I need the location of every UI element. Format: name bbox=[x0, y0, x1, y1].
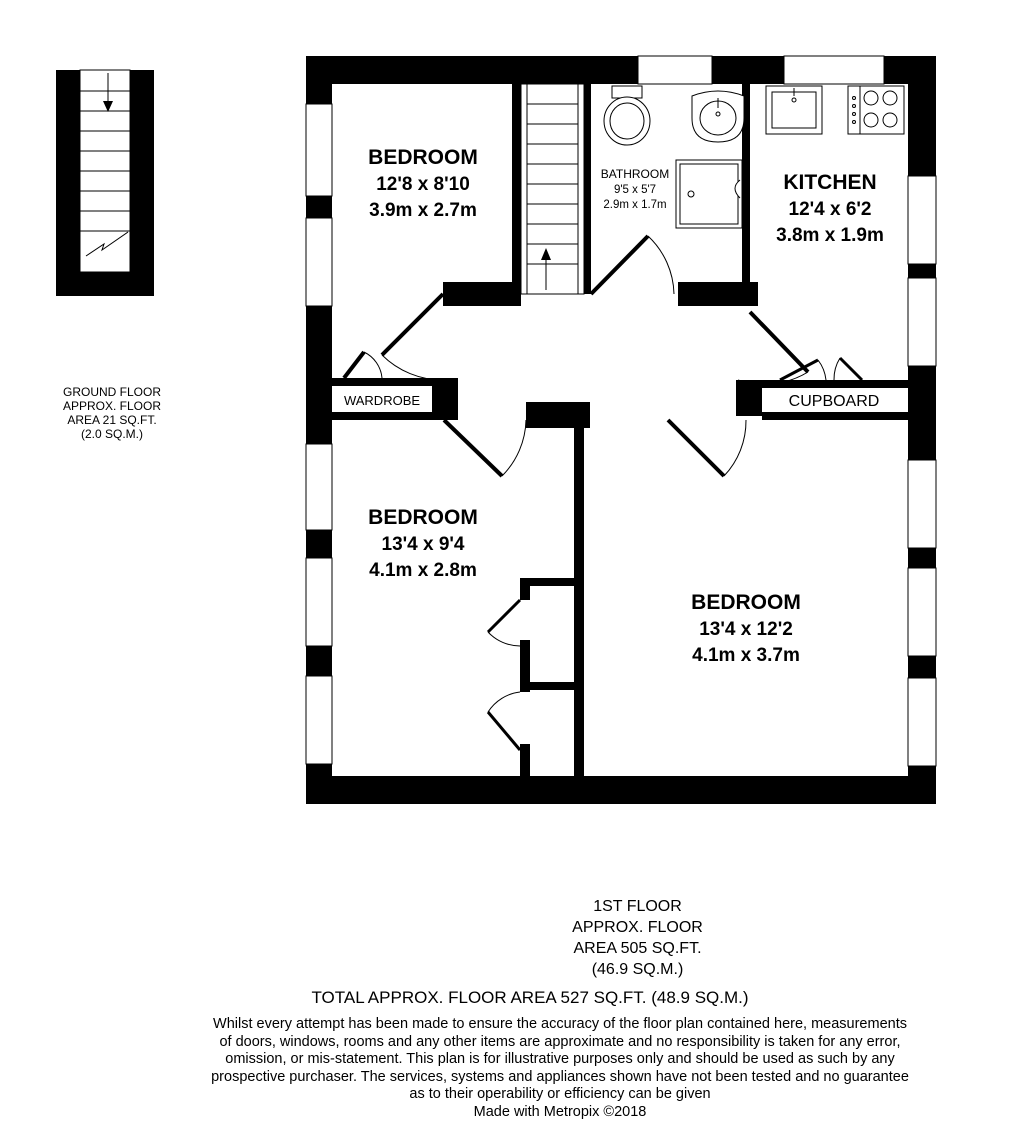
first-floor-line: APPROX. FLOOR bbox=[572, 919, 703, 936]
bedroom-top-left-imperial: 12'8 x 8'10 bbox=[376, 174, 470, 195]
first-floor-stair bbox=[521, 84, 584, 294]
first-floor-line: AREA 505 SQ.FT. bbox=[573, 940, 702, 957]
doors bbox=[344, 236, 862, 750]
disclaimer bbox=[140, 1016, 980, 1121]
bedroom-top-left-metric: 3.9m x 2.7m bbox=[369, 200, 477, 221]
bedroom-top-left-name: BEDROOM bbox=[368, 146, 478, 169]
ground-floor-line: AREA 21 SQ.FT. bbox=[67, 413, 157, 427]
disclaimer-line: of doors, windows, rooms and any other items are approximate and no responsibility is taken for any error, bbox=[219, 1033, 901, 1050]
bedroom-bottom-right-metric: 4.1m x 3.7m bbox=[692, 645, 800, 666]
toilet-icon bbox=[604, 86, 650, 145]
bathroom-imperial: 9'5 x 5'7 bbox=[613, 184, 657, 196]
kitchen-name: KITCHEN bbox=[783, 171, 877, 194]
ground-floor-line: APPROX. FLOOR bbox=[62, 399, 162, 413]
washbasin-icon bbox=[692, 91, 744, 142]
wardrobe-label: WARDROBE bbox=[343, 393, 421, 408]
cupboard-label: CUPBOARD bbox=[788, 393, 880, 410]
disclaimer-line: as to their operability or efficiency can be given bbox=[409, 1086, 711, 1102]
bedroom-bottom-left-name: BEDROOM bbox=[368, 506, 478, 529]
disclaimer-line: Whilst every attempt has been made to ensure the accuracy of the floor plan contained here, measurements bbox=[213, 1016, 907, 1032]
bathroom-metric: 2.9m x 1.7m bbox=[603, 199, 667, 211]
disclaimer-line: omission, or mis-statement. This plan is for illustrative purposes only and should be used as such by any bbox=[225, 1051, 895, 1067]
disclaimer-line: prospective purchaser. The services, systems and appliances shown have not been tested and no guarantee bbox=[211, 1068, 909, 1085]
kitchen-sink-icon bbox=[766, 86, 822, 134]
kitchen-imperial: 12'4 x 6'2 bbox=[788, 199, 872, 220]
hob-icon bbox=[848, 86, 904, 134]
first-floor-line: 1ST FLOOR bbox=[593, 898, 682, 915]
bathroom-name: BATHROOM bbox=[600, 167, 670, 181]
kitchen-metric: 3.8m x 1.9m bbox=[776, 225, 884, 246]
bedroom-bottom-left-metric: 4.1m x 2.8m bbox=[369, 560, 477, 581]
ground-floor-line: GROUND FLOOR bbox=[62, 385, 161, 399]
shower-tray-icon bbox=[676, 160, 742, 228]
first-floor-line: (46.9 SQ.M.) bbox=[591, 961, 684, 978]
bedroom-bottom-left-imperial: 13'4 x 9'4 bbox=[381, 534, 465, 555]
bedroom-bottom-right-name: BEDROOM bbox=[691, 591, 801, 614]
bedroom-bottom-right-imperial: 13'4 x 12'2 bbox=[699, 619, 793, 640]
ground-floor-line: (2.0 SQ.M.) bbox=[80, 427, 143, 441]
credit: Made with Metropix ©2018 bbox=[473, 1103, 647, 1120]
first-floor-area bbox=[500, 896, 775, 980]
ground-floor-stair bbox=[56, 70, 154, 296]
total-floor-area: TOTAL APPROX. FLOOR AREA 527 SQ.FT. (48.9 SQ.M.) bbox=[311, 988, 749, 1007]
ground-floor-area bbox=[42, 385, 182, 441]
